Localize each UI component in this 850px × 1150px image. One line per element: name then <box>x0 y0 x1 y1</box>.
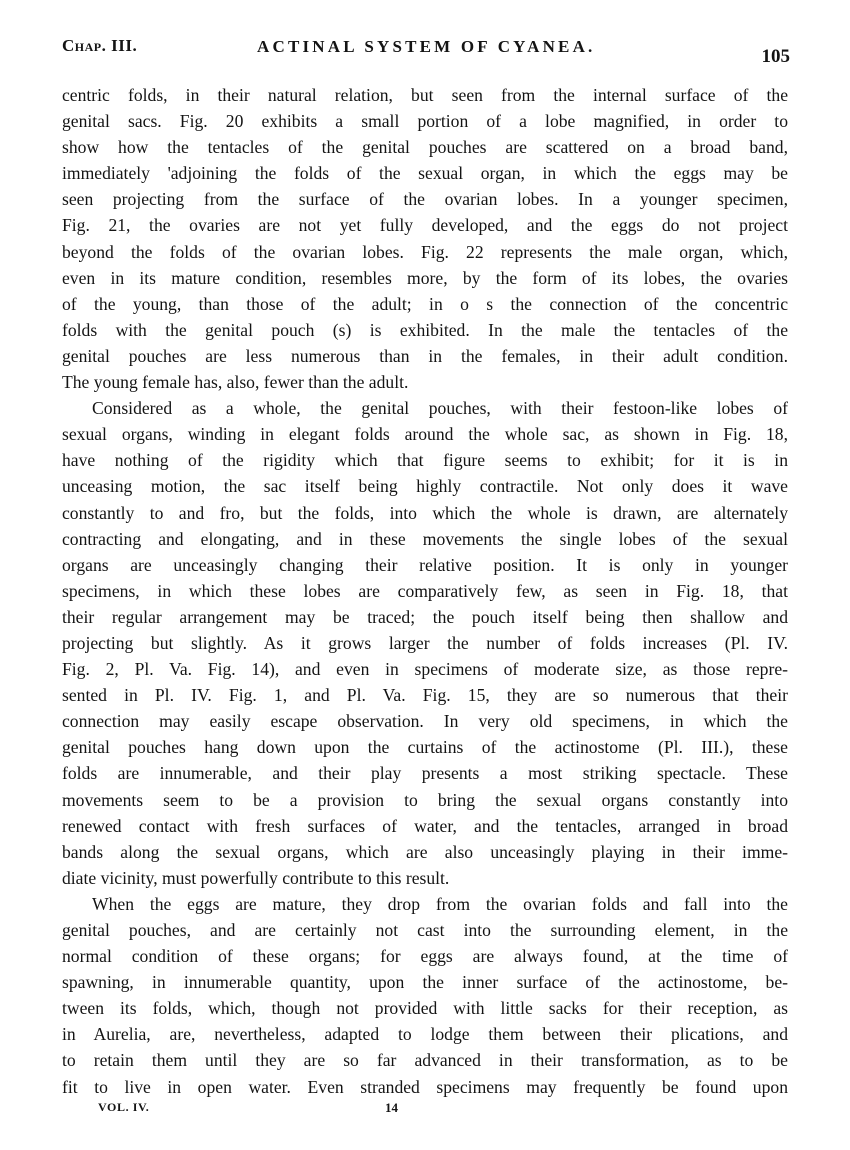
text-line: sexual organs, winding in elegant folds around the whole sac, as shown in Fig. 18, <box>62 424 788 445</box>
signature-mark: 14 <box>385 1100 398 1115</box>
text-line: constantly to and fro, but the folds, into which the whole is drawn, are alternately <box>62 502 788 523</box>
text-line: immediately 'adjoining the folds of the sexual organ, in which the eggs may be <box>62 163 788 184</box>
text-line: The young female has, also, fewer than the adult. <box>62 372 409 393</box>
text-line: genital pouches, and are certainly not cast into the surrounding element, in the <box>62 920 788 940</box>
text-line: unceasing motion, the sac itself being highly contractile. Not only does it wave <box>62 476 788 497</box>
text-line: diate vicinity, must powerfully contribute to this result. <box>62 867 450 888</box>
text-line: folds are innumerable, and their play presents a most striking spectacle. These <box>62 763 788 784</box>
text-line: specimens, in which these lobes are comparatively few, as seen in Fig. 18, that <box>62 580 788 601</box>
text-line: to retain them until they are so far advanced in their transformation, as to be <box>62 1050 788 1071</box>
text-line: connection may easily escape observation. In very old specimens, in which the <box>62 711 788 732</box>
text-line: folds with the genital pouch (s) is exhibited. In the male the tentacles of the <box>62 319 788 340</box>
volume-label: VOL. IV. <box>98 1100 150 1114</box>
page-footer <box>98 1100 498 1122</box>
text-line: genital pouches are less numerous than in the females, in their adult condition. <box>62 345 788 366</box>
text-line: Considered as a whole, the genital pouches, with their festoon-like lobes of <box>92 398 788 419</box>
text-line: their regular arrangement may be traced; the pouch itself being then shallow and <box>62 606 788 627</box>
text-line: normal condition of these organs; for eggs are always found, at the time of <box>62 946 788 967</box>
running-head <box>62 36 790 66</box>
body-text <box>62 82 788 1100</box>
text-line: organs are unceasingly changing their relative position. It is only in younger <box>62 554 788 575</box>
text-line: bands along the sexual organs, which are also unceasingly playing in their imme- <box>62 841 788 862</box>
chapter-label: Chap. III. <box>62 36 138 55</box>
text-line: seen projecting from the surface of the ovarian lobes. In a younger specimen, <box>62 189 788 210</box>
text-line: fit to live in open water. Even stranded specimens may frequently be found upon <box>62 1076 788 1097</box>
text-line: Fig. 21, the ovaries are not yet fully developed, and the eggs do not project <box>62 215 788 236</box>
text-line: in Aurelia, are, nevertheless, adapted to lodge them between their plications, and <box>62 1024 788 1045</box>
text-line: spawning, in innumerable quantity, upon the inner surface of the actinostome, be- <box>62 972 788 993</box>
text-line: When the eggs are mature, they drop from the ovarian folds and fall into the <box>92 893 788 914</box>
text-line: Fig. 2, Pl. Va. Fig. 14), and even in specimens of moderate size, as those repre- <box>62 659 788 680</box>
text-line: renewed contact with fresh surfaces of water, and the tentacles, arranged in broad <box>62 815 788 836</box>
text-line: even in its mature condition, resembles more, by the form of its lobes, the ovaries <box>62 267 788 288</box>
text-line: have nothing of the rigidity which that figure seems to exhibit; for it is in <box>62 450 788 471</box>
text-line: centric folds, in their natural relation, but seen from the internal surface of the <box>62 85 788 105</box>
text-line: projecting but slightly. As it grows larger the number of folds increases (Pl. IV. <box>62 632 788 653</box>
text-line: genital sacs. Fig. 20 exhibits a small portion of a lobe magnified, in order to <box>62 111 788 132</box>
text-line: movements seem to be a provision to bring the sexual organs constantly into <box>62 789 788 810</box>
text-line: of the young, than those of the adult; in o s the connection of the concentric <box>62 293 788 314</box>
text-line: beyond the folds of the ovarian lobes. Fig. 22 represents the male organ, which, <box>62 241 788 262</box>
text-line: sented in Pl. IV. Fig. 1, and Pl. Va. Fig. 15, they are so numerous that their <box>62 685 788 706</box>
page-number: 105 <box>761 46 790 67</box>
text-line: contracting and elongating, and in these movements the single lobes of the sexual <box>62 528 788 549</box>
text-line: genital pouches hang down upon the curtains of the actinostome (Pl. III.), these <box>62 737 788 758</box>
text-line: show how the tentacles of the genital pouches are scattered on a broad band, <box>62 137 788 158</box>
text-line: tween its folds, which, though not provided with little sacks for their reception, as <box>62 998 788 1019</box>
running-title: ACTINAL SYSTEM OF CYANEA. <box>257 37 596 56</box>
